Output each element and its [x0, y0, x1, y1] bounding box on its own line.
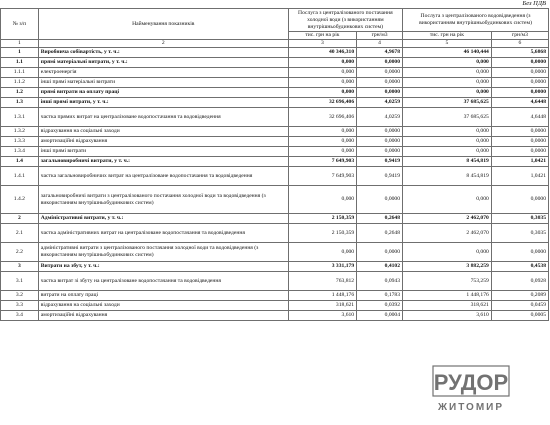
- table-row: [1, 58, 549, 68]
- table-row: [1, 214, 549, 224]
- index-cell: 6: [491, 40, 548, 48]
- row-code: 1.3: [1, 98, 39, 108]
- drainage-per-m3-cell: 5,6868: [491, 48, 548, 58]
- water-per-m3-cell: 0,9419: [357, 167, 403, 186]
- row-code: 2.2: [1, 243, 39, 262]
- tariff-cost-table: [0, 8, 549, 321]
- drainage-per-m3-cell: 0,0000: [491, 186, 548, 214]
- water-per-m3-cell: 0,0000: [357, 186, 403, 214]
- table-row: [1, 88, 549, 98]
- row-name: витрати на оплату праці: [38, 291, 288, 301]
- drainage-total-cell: 37 685,625: [403, 98, 492, 108]
- table-row: [1, 127, 549, 137]
- table-row: [1, 98, 549, 108]
- drainage-total-cell: 0,000: [403, 243, 492, 262]
- row-name: амортизаційні відрахування: [38, 311, 288, 321]
- row-code: 3.3: [1, 301, 39, 311]
- table-row: [1, 272, 549, 291]
- water-total-cell: 0,000: [288, 78, 356, 88]
- drainage-per-m3-cell: 0,3035: [491, 214, 548, 224]
- row-code: 3.1: [1, 272, 39, 291]
- water-total-cell: 1 448,176: [288, 291, 356, 301]
- row-name: частка загальновиробничих витрат на централізоване водопостачання та водовідведення: [38, 167, 288, 186]
- table-row: [1, 48, 549, 58]
- table-row: [1, 311, 549, 321]
- water-per-m3-cell: 0,1783: [357, 291, 403, 301]
- row-name: загальновиробничі витрати, у т. ч.:: [38, 157, 288, 167]
- water-per-m3-cell: 0,4102: [357, 262, 403, 272]
- index-row: [1, 40, 549, 48]
- water-per-m3-cell: 4,0259: [357, 98, 403, 108]
- row-name: частка витрат зі збуту на централізоване водопостачання та водовідведення: [38, 272, 288, 291]
- row-code: 1: [1, 48, 39, 58]
- drainage-per-m3-cell: 0,0000: [491, 88, 548, 98]
- row-code: 1.1.2: [1, 78, 39, 88]
- drainage-total-cell: 753,259: [403, 272, 492, 291]
- drainage-total-cell: 8 454,819: [403, 157, 492, 167]
- index-cell: 3: [288, 40, 356, 48]
- row-code: 1.3.4: [1, 147, 39, 157]
- water-per-m3-cell: 0,2648: [357, 214, 403, 224]
- row-name: Витрати на збут, у т. ч.:: [38, 262, 288, 272]
- drainage-total-cell: 2 462,070: [403, 224, 492, 243]
- index-cell: 4: [357, 40, 403, 48]
- name-column-header: Найменування показників: [38, 9, 288, 40]
- table-row: [1, 68, 549, 78]
- row-code: 1.2: [1, 88, 39, 98]
- table-row: [1, 147, 549, 157]
- index-cell: 1: [1, 40, 39, 48]
- drainage-per-m3-cell: 0,0000: [491, 58, 548, 68]
- row-name: Адміністративні витрати, у т. ч.:: [38, 214, 288, 224]
- table-row: [1, 224, 549, 243]
- drainage-per-m3-cell: 0,0459: [491, 301, 548, 311]
- drainage-per-m3-cell: 0,3035: [491, 224, 548, 243]
- water-per-m3-cell: 0,0392: [357, 301, 403, 311]
- drainage-per-m3-cell: 0,0000: [491, 78, 548, 88]
- row-name: прямі матеріальні витрати, у т. ч.:: [38, 58, 288, 68]
- water-total-cell: 40 346,310: [288, 48, 356, 58]
- drainage-per-m3-cell: 0,0000: [491, 137, 548, 147]
- table-row: [1, 301, 549, 311]
- table-row: [1, 157, 549, 167]
- index-cell: 5: [403, 40, 492, 48]
- row-code: 3.4: [1, 311, 39, 321]
- water-per-m3-cell: 0,0000: [357, 147, 403, 157]
- drainage-total-cell: 0,000: [403, 137, 492, 147]
- drainage-total-cell: 3,610: [403, 311, 492, 321]
- drainage-per-m3-cell: 4,6448: [491, 98, 548, 108]
- table-row: [1, 137, 549, 147]
- water-total-cell: 7 649,903: [288, 167, 356, 186]
- water-per-m3-cell: 0,0000: [357, 127, 403, 137]
- svg-text:ЖИТОМИР: ЖИТОМИР: [437, 402, 505, 413]
- water-total-cell: 3,610: [288, 311, 356, 321]
- drainage-total-cell: 37 685,625: [403, 108, 492, 127]
- drainage-total-cell: 0,000: [403, 58, 492, 68]
- drainage-total-cell: 0,000: [403, 127, 492, 137]
- unit-m3-drainage: грн/м3: [491, 32, 548, 40]
- unit-total-water: тис. грн на рік: [288, 32, 356, 40]
- table-row: [1, 186, 549, 214]
- water-per-m3-cell: 0,0000: [357, 78, 403, 88]
- water-total-cell: 32 696,406: [288, 108, 356, 127]
- drainage-per-m3-cell: 0,2089: [491, 291, 548, 301]
- water-total-cell: 0,000: [288, 88, 356, 98]
- unit-m3-water: грн/м3: [357, 32, 403, 40]
- water-total-cell: 2 150,359: [288, 224, 356, 243]
- row-code: 1.1.1: [1, 68, 39, 78]
- water-total-cell: 0,000: [288, 243, 356, 262]
- row-name: електроенергія: [38, 68, 288, 78]
- row-name: відрахування на соціальні заходи: [38, 127, 288, 137]
- row-code: 2.1: [1, 224, 39, 243]
- water-total-cell: 0,000: [288, 137, 356, 147]
- water-per-m3-cell: 0,0000: [357, 58, 403, 68]
- water-total-cell: 763,812: [288, 272, 356, 291]
- drainage-total-cell: 8 454,819: [403, 167, 492, 186]
- row-code: 3: [1, 262, 39, 272]
- water-supply-header: Послуга з централізованого постачання холодної води (з використанням внутрішньобудинкових систем): [288, 9, 402, 32]
- drainage-per-m3-cell: 0,0000: [491, 243, 548, 262]
- row-code: 1.1: [1, 58, 39, 68]
- water-total-cell: 0,000: [288, 186, 356, 214]
- unit-total-drainage: тис. грн на рік: [403, 32, 492, 40]
- water-per-m3-cell: 0,0000: [357, 243, 403, 262]
- drainage-total-cell: 0,000: [403, 78, 492, 88]
- vat-note: Без ПДВ: [522, 0, 546, 7]
- drainage-total-cell: 318,621: [403, 301, 492, 311]
- drainage-per-m3-cell: 0,4538: [491, 262, 548, 272]
- water-per-m3-cell: 0,0000: [357, 68, 403, 78]
- row-code: 2: [1, 214, 39, 224]
- rudor-logo: [431, 360, 511, 416]
- row-name: інші прямі витрати, у т. ч.:: [38, 98, 288, 108]
- row-name: прямі витрати на оплату праці: [38, 88, 288, 98]
- drainage-total-cell: 3 882,259: [403, 262, 492, 272]
- water-per-m3-cell: 4,9678: [357, 48, 403, 58]
- drainage-per-m3-cell: 4,6448: [491, 108, 548, 127]
- index-cell: 2: [38, 40, 288, 48]
- table-row: [1, 167, 549, 186]
- drainage-header: Послуга з централізованого водовідведення (з використанням внутрішньобудинкових систем): [403, 9, 549, 32]
- row-code: 1.4.2: [1, 186, 39, 214]
- row-name: Виробнича собівартість, у т. ч.:: [38, 48, 288, 58]
- drainage-per-m3-cell: 1,0421: [491, 157, 548, 167]
- table-row: [1, 108, 549, 127]
- drainage-total-cell: 0,000: [403, 68, 492, 78]
- row-name: інші прямі матеріальні витрати: [38, 78, 288, 88]
- drainage-per-m3-cell: 0,0000: [491, 68, 548, 78]
- header-row: [1, 9, 549, 32]
- drainage-per-m3-cell: 1,0421: [491, 167, 548, 186]
- water-per-m3-cell: 0,0943: [357, 272, 403, 291]
- drainage-total-cell: 0,000: [403, 186, 492, 214]
- drainage-per-m3-cell: 0,0000: [491, 147, 548, 157]
- water-per-m3-cell: 0,9419: [357, 157, 403, 167]
- row-name: частка адміністративних витрат на централізоване водопостачання та водовідведення: [38, 224, 288, 243]
- row-code: 1.3.1: [1, 108, 39, 127]
- row-code: 1.3.2: [1, 127, 39, 137]
- water-total-cell: 0,000: [288, 147, 356, 157]
- water-total-cell: 2 150,359: [288, 214, 356, 224]
- water-total-cell: 0,000: [288, 68, 356, 78]
- table-row: [1, 243, 549, 262]
- table-row: [1, 291, 549, 301]
- drainage-total-cell: 0,000: [403, 147, 492, 157]
- water-total-cell: 0,000: [288, 127, 356, 137]
- water-total-cell: 7 649,903: [288, 157, 356, 167]
- drainage-per-m3-cell: 0,0005: [491, 311, 548, 321]
- drainage-per-m3-cell: 0,0000: [491, 127, 548, 137]
- drainage-total-cell: 2 462,070: [403, 214, 492, 224]
- drainage-per-m3-cell: 0,0928: [491, 272, 548, 291]
- svg-text:РУДОР: РУДОР: [433, 370, 509, 395]
- water-total-cell: 318,621: [288, 301, 356, 311]
- water-total-cell: 3 331,179: [288, 262, 356, 272]
- water-per-m3-cell: 4,0259: [357, 108, 403, 127]
- drainage-total-cell: 46 140,444: [403, 48, 492, 58]
- row-code: 1.3.3: [1, 137, 39, 147]
- row-code: 1.4: [1, 157, 39, 167]
- water-total-cell: 0,000: [288, 58, 356, 68]
- row-name: відрахування на соціальні заходи: [38, 301, 288, 311]
- drainage-total-cell: 1 448,176: [403, 291, 492, 301]
- water-per-m3-cell: 0,0000: [357, 88, 403, 98]
- row-code: 1.4.1: [1, 167, 39, 186]
- row-name: частка прямих витрат на централізоване водопостачання та водовідведення: [38, 108, 288, 127]
- row-code: 3.2: [1, 291, 39, 301]
- row-name: загальновиробничі витрати з централізованого постачання холодної води та водовідведення (з використанням внутрішньобудинкових систем): [38, 186, 288, 214]
- water-per-m3-cell: 0,0000: [357, 137, 403, 147]
- drainage-total-cell: 0,000: [403, 88, 492, 98]
- row-name: амортизаційні відрахування: [38, 137, 288, 147]
- water-per-m3-cell: 0,2648: [357, 224, 403, 243]
- row-name: адміністративні витрати з централізованого постачання холодної води та водовідведення (з використанням внутрішньобудинкових систем): [38, 243, 288, 262]
- water-per-m3-cell: 0,0004: [357, 311, 403, 321]
- num-column-header: № з/п: [1, 9, 39, 40]
- row-name: інші прямі витрати: [38, 147, 288, 157]
- table-row: [1, 262, 549, 272]
- table-row: [1, 78, 549, 88]
- water-total-cell: 32 696,406: [288, 98, 356, 108]
